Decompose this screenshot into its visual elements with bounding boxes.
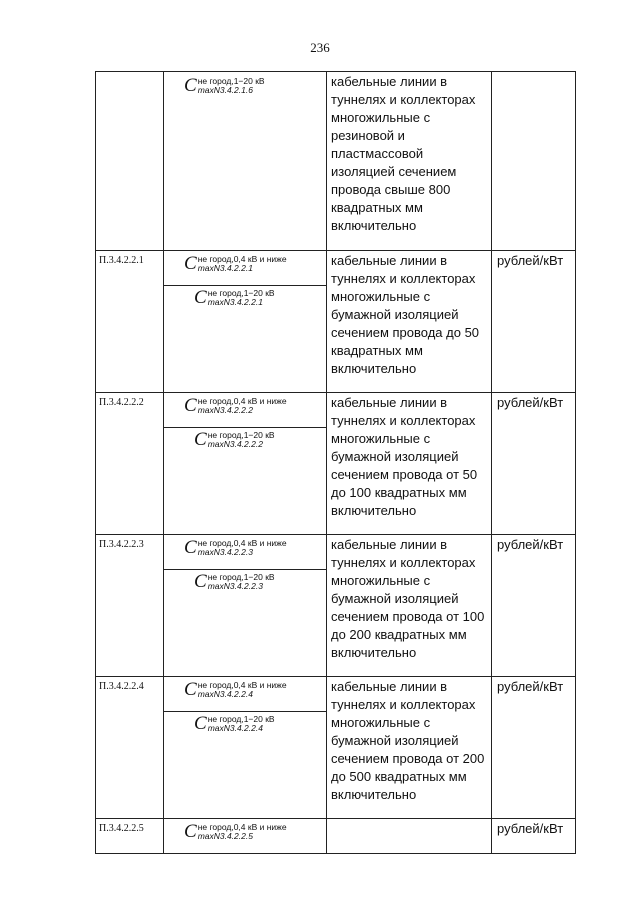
table-row	[96, 72, 576, 251]
formula-cell	[164, 393, 327, 535]
row-code: П.3.4.2.2.5	[96, 819, 164, 854]
formula-04kv: C не город,0,4 кВ и ниже maxN3.4.2.2.4	[184, 679, 287, 700]
row-unit: рублей/кВт	[492, 819, 576, 854]
row-code: П.3.4.2.2.3	[96, 535, 164, 677]
row-description: кабельные линии в туннелях и коллекторах многожильные с бумажной изоляцией сечением провода от 100 до 200 квадратных мм включительно	[327, 535, 492, 677]
row-description	[327, 819, 492, 854]
formula-1-20kv: C не город,1−20 кВ maxN3.4.2.1.6	[184, 75, 265, 96]
row-code: П.3.4.2.2.4	[96, 677, 164, 819]
row-description: кабельные линии в туннелях и коллекторах многожильные с бумажной изоляцией сечением провода до 50 квадратных мм включительно	[327, 251, 492, 393]
row-unit	[492, 72, 576, 251]
formula-cell	[164, 72, 327, 251]
formula-04kv: C не город,0,4 кВ и ниже maxN3.4.2.2.2	[184, 395, 287, 416]
row-description: кабельные линии в туннелях и коллекторах многожильные с резиновой и пластмассовой изоляцией сечением провода свыше 800 квадратных мм включительно	[327, 72, 492, 251]
table-row	[96, 393, 576, 535]
row-unit: рублей/кВт	[492, 677, 576, 819]
row-unit: рублей/кВт	[492, 251, 576, 393]
row-unit: рублей/кВт	[492, 393, 576, 535]
formula-cell	[164, 677, 327, 819]
table-row	[96, 251, 576, 393]
row-code: П.3.4.2.2.1	[96, 251, 164, 393]
formula-1-20kv: C не город,1−20 кВ maxN3.4.2.2.1	[194, 287, 275, 308]
formula-cell	[164, 535, 327, 677]
formula-04kv: C не город,0,4 кВ и ниже maxN3.4.2.2.1	[184, 253, 287, 274]
table-row	[96, 535, 576, 677]
table-row	[96, 677, 576, 819]
formula-04kv: C не город,0,4 кВ и ниже maxN3.4.2.2.5	[184, 821, 287, 842]
row-code	[96, 72, 164, 251]
row-description: кабельные линии в туннелях и коллекторах многожильные с бумажной изоляцией сечением провода от 50 до 100 квадратных мм включительно	[327, 393, 492, 535]
formula-1-20kv: C не город,1−20 кВ maxN3.4.2.2.2	[194, 429, 275, 450]
row-description: кабельные линии в туннелях и коллекторах многожильные с бумажной изоляцией сечением провода от 200 до 500 квадратных мм включительно	[327, 677, 492, 819]
formula-1-20kv: C не город,1−20 кВ maxN3.4.2.2.3	[194, 571, 275, 592]
formula-cell	[164, 819, 327, 854]
row-code: П.3.4.2.2.2	[96, 393, 164, 535]
formula-cell	[164, 251, 327, 393]
formula-1-20kv: C не город,1−20 кВ maxN3.4.2.2.4	[194, 713, 275, 734]
table-row	[96, 819, 576, 854]
formula-04kv: C не город,0,4 кВ и ниже maxN3.4.2.2.3	[184, 537, 287, 558]
page-number: 236	[310, 40, 330, 55]
tariff-table	[95, 71, 576, 854]
row-unit: рублей/кВт	[492, 535, 576, 677]
